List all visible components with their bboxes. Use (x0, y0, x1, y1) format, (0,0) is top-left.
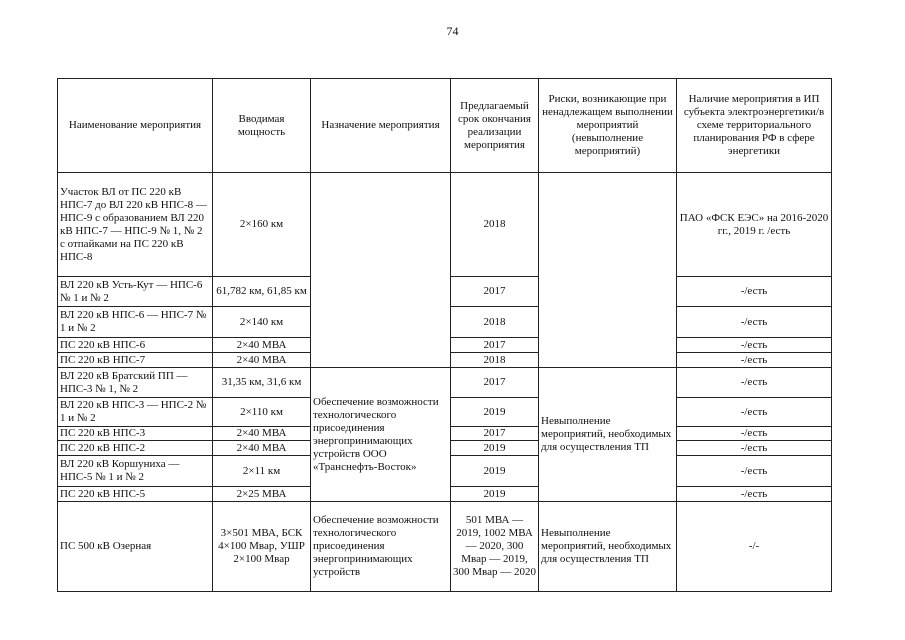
cell-term: 2017 (451, 368, 539, 398)
measures-table (57, 78, 832, 592)
cell-power: 2×25 МВА (213, 487, 311, 502)
cell-power: 61,782 км, 61,85 км (213, 277, 311, 307)
cell-power: 2×40 МВА (213, 441, 311, 456)
header-term: Предлагаемый срок окончания реализации мероприятия (451, 79, 539, 173)
cell-power: 2×40 МВА (213, 338, 311, 353)
cell-program: -/есть (677, 441, 832, 456)
cell-purpose: Обеспечение возможности технологического присоединения энергопринимающих устройств (311, 502, 451, 592)
cell-purpose: Обеспечение возможности технологического присоединения энергопринимающих устройств ООО «Транснефть-Восток» (311, 368, 451, 502)
cell-name: ВЛ 220 кВ НПС-3 — НПС-2 № 1 и № 2 (58, 398, 213, 427)
header-name: Наименование мероприятия (58, 79, 213, 173)
cell-program: -/- (677, 502, 832, 592)
cell-power: 2×40 МВА (213, 353, 311, 368)
cell-power: 2×140 км (213, 307, 311, 338)
cell-term: 2018 (451, 307, 539, 338)
cell-power: 2×110 км (213, 398, 311, 427)
cell-term: 2019 (451, 487, 539, 502)
table-row (58, 502, 832, 592)
cell-name: ПС 500 кВ Озерная (58, 502, 213, 592)
header-purpose: Назначение мероприятия (311, 79, 451, 173)
cell-name: ПС 220 кВ НПС-2 (58, 441, 213, 456)
header-program: Наличие мероприятия в ИП субъекта электроэнергетики/в схеме территориального планирования РФ в сфере энергетики (677, 79, 832, 173)
table-header-row (58, 79, 832, 173)
cell-program: -/есть (677, 487, 832, 502)
cell-risks: Невыполнение мероприятий, необходимых для осуществления ТП (539, 502, 677, 592)
cell-term: 2019 (451, 456, 539, 487)
cell-power: 2×11 км (213, 456, 311, 487)
cell-program: -/есть (677, 427, 832, 441)
header-risks: Риски, возникающие при ненадлежащем выполнении мероприятий (невыполнение мероприятий) (539, 79, 677, 173)
cell-program: -/есть (677, 338, 832, 353)
cell-program: -/есть (677, 277, 832, 307)
cell-name: ВЛ 220 кВ Братский ПП — НПС-3 № 1, № 2 (58, 368, 213, 398)
table-row (58, 368, 832, 398)
cell-term: 2017 (451, 427, 539, 441)
cell-power: 2×40 МВА (213, 427, 311, 441)
cell-name: Участок ВЛ от ПС 220 кВ НПС-7 до ВЛ 220 кВ НПС-8 — НПС-9 с образованием ВЛ 220 кВ НПС-7 — НПС-9 № 1, № 2 с отпайками на ПС 220 кВ НПС-8 (58, 173, 213, 277)
cell-term: 2018 (451, 173, 539, 277)
cell-risks-empty (539, 173, 677, 368)
cell-name: ПС 220 кВ НПС-7 (58, 353, 213, 368)
cell-term: 501 МВА — 2019, 1002 МВА — 2020, 300 Мвар — 2019, 300 Мвар — 2020 (451, 502, 539, 592)
header-power: Вводимая мощность (213, 79, 311, 173)
cell-program: -/есть (677, 398, 832, 427)
cell-term: 2017 (451, 277, 539, 307)
cell-power: 3×501 МВА, БСК 4×100 Мвар, УШР 2×100 Мвар (213, 502, 311, 592)
cell-program: -/есть (677, 368, 832, 398)
cell-name: ПС 220 кВ НПС-3 (58, 427, 213, 441)
cell-program: ПАО «ФСК ЕЭС» на 2016-2020 гг., 2019 г. /есть (677, 173, 832, 277)
cell-name: ПС 220 кВ НПС-5 (58, 487, 213, 502)
table-row (58, 173, 832, 277)
page-number: 74 (446, 24, 459, 38)
cell-term: 2019 (451, 441, 539, 456)
cell-name: ПС 220 кВ НПС-6 (58, 338, 213, 353)
cell-name: ВЛ 220 кВ НПС-6 — НПС-7 № 1 и № 2 (58, 307, 213, 338)
cell-purpose-empty (311, 173, 451, 368)
cell-term: 2018 (451, 353, 539, 368)
cell-program: -/есть (677, 456, 832, 487)
cell-term: 2019 (451, 398, 539, 427)
cell-power: 31,35 км, 31,6 км (213, 368, 311, 398)
cell-name: ВЛ 220 кВ Коршуниха — НПС-5 № 1 и № 2 (58, 456, 213, 487)
cell-program: -/есть (677, 353, 832, 368)
cell-name: ВЛ 220 кВ Усть-Кут — НПС-6 № 1 и № 2 (58, 277, 213, 307)
cell-program: -/есть (677, 307, 832, 338)
cell-risks: Невыполнение мероприятий, необходимых для осуществления ТП (539, 368, 677, 502)
cell-term: 2017 (451, 338, 539, 353)
cell-power: 2×160 км (213, 173, 311, 277)
